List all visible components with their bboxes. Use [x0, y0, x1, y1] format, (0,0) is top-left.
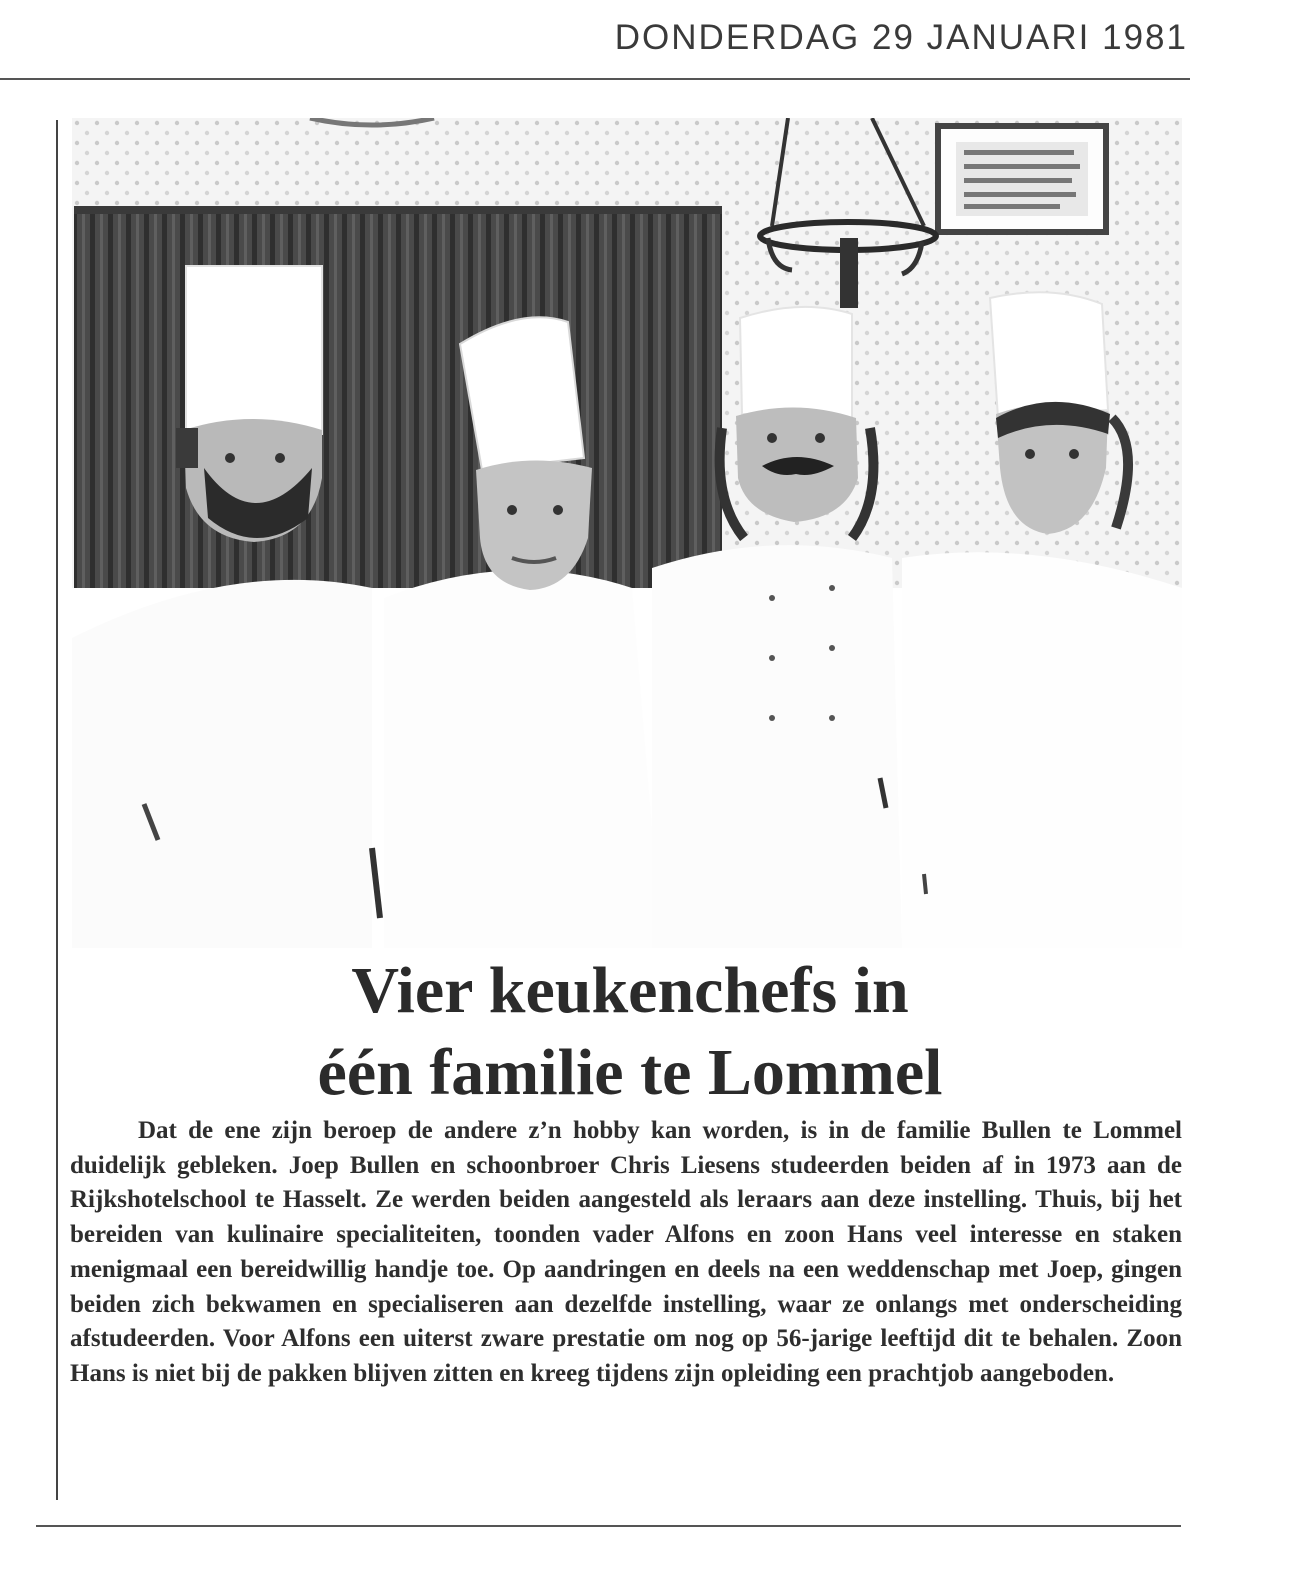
- article-photo: [72, 118, 1182, 948]
- headline: [80, 950, 1180, 1114]
- dateline: DONDERDAG 29 JANUARI 1981: [614, 18, 1188, 57]
- bottom-rule: [36, 1525, 1181, 1527]
- headline-line-1: Vier keukenchefs in: [351, 954, 909, 1027]
- left-rule: [56, 120, 58, 1500]
- headline-line-2: één familie te Lommel: [317, 1036, 943, 1109]
- article-body: Dat de ene zijn beroep de andere z’n hobby kan worden, is in de familie Bullen te Lommel duidelijk gebleken. Joep Bullen en schoonbroer Chris Liesens studeerden beiden af in 1973 aan de Rijkshotelschool te Hasselt. Ze werden beiden aangesteld als leraars aan deze instelling. Thuis, bij het bereiden van kulinaire specialiteiten, toonden vader Alfons en zoon Hans veel interesse en staken menigmaal een bereidwillig handje toe. Op aandringen en deels na een weddenschap met Joep, gingen beiden zich bekwamen en specialiseren aan dezelfde instelling, waar ze onlangs met onderscheiding afstudeerden. Voor Alfons een uiterst zware prestatie om nog op 56-jarige leeftijd dit te behalen. Zoon Hans is niet bij de pakken blijven zitten en kreeg tijdens zijn opleiding een prachtjob aangeboden.: [70, 1117, 1182, 1387]
- top-rule: [0, 78, 1190, 80]
